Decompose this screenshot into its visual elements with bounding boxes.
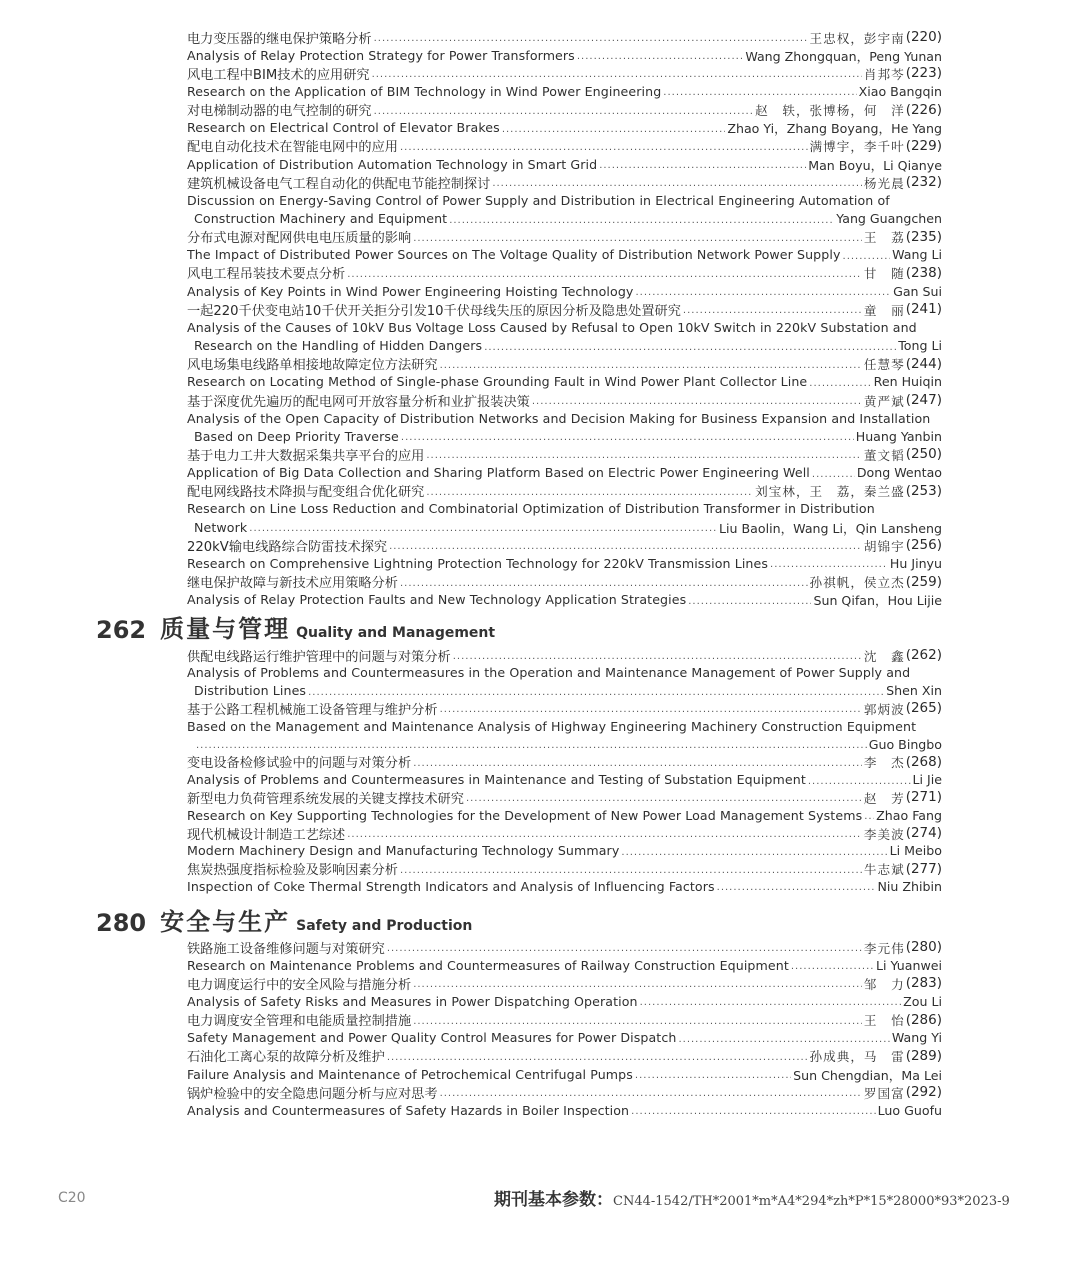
- entry-title-en: Distribution Lines: [194, 683, 307, 699]
- entry-authors-zh: 孙祺帆，侯立杰: [809, 575, 905, 590]
- dot-leader: [717, 877, 876, 895]
- entry-title-en: Analysis and Countermeasures of Safety Hazards in Boiler Inspection: [187, 1102, 630, 1118]
- section-number: 262: [96, 616, 147, 644]
- entry-title-en: Construction Machinery and Equipment: [194, 211, 448, 226]
- dot-leader: [347, 264, 862, 282]
- entry-title-en: Research on Line Loss Reduction and Combinatorial Optimization of Distribution Transformer in Distribution: [187, 501, 875, 517]
- entry-authors-en: Wang Yi: [891, 1030, 942, 1046]
- toc-entry-en: [187, 246, 942, 264]
- entry-authors-en: Wang Li: [892, 247, 942, 263]
- entry-title-zh: 铁路施工设备维修问题与对策研究: [187, 941, 385, 956]
- toc-entry-en: [194, 337, 942, 355]
- entry-title-en: Analysis of Safety Risks and Measures in Power Dispatching Operation: [187, 993, 638, 1009]
- toc-entry-zh: [187, 173, 942, 191]
- entry-title-zh: 继电保护故障与新技术应用策略分析: [187, 576, 398, 591]
- toc-entry-en: [187, 1065, 942, 1083]
- entry-authors-en: Li Jie: [912, 772, 942, 788]
- dot-leader: [440, 699, 862, 717]
- entry-authors-en: Gan Sui: [893, 283, 942, 299]
- dot-leader: [843, 246, 891, 264]
- entry-authors-en: Ren Huiqin: [873, 374, 942, 390]
- toc-entry-en: [194, 427, 942, 445]
- entry-authors-zh: 牛志斌: [863, 862, 905, 878]
- entry-page-number: (247): [905, 392, 942, 408]
- entry-title-zh: 分布式电源对配网供电电压质量的影响: [187, 231, 412, 246]
- toc-entry-zh: [187, 391, 942, 409]
- entry-title-en: Research on the Application of BIM Technology in Wind Power Engineering: [187, 83, 662, 99]
- dot-leader: [663, 82, 856, 100]
- entry-title-zh: 变电设备检修试验中的问题与对策分析: [187, 756, 412, 771]
- entry-title-en: Research on Locating Method of Single-phase Grounding Fault in Wind Power Plant Collector Line: [187, 374, 808, 390]
- dot-leader: [347, 824, 862, 842]
- entry-authors-en: Tong Li: [898, 338, 942, 354]
- entry-title-zh: 配电网线路技术降损与配变组合优化研究: [187, 485, 425, 500]
- entry-title-zh: 基于电力工井大数据采集共享平台的应用: [187, 448, 425, 464]
- toc-entry-en: [187, 500, 942, 518]
- entry-title-zh: 风电工程中BIM技术的应用研究: [187, 67, 370, 83]
- toc-entry-zh: [187, 573, 942, 591]
- dot-leader: [413, 753, 862, 771]
- entry-page-number: (262): [905, 647, 942, 663]
- entry-authors-zh: 赵 芳: [863, 790, 905, 806]
- entry-page-number: (253): [905, 482, 942, 499]
- dot-leader: [640, 992, 902, 1010]
- entry-title-zh: 电力变压器的继电保护策略分析: [187, 31, 372, 46]
- toc-entry-en: [187, 717, 942, 735]
- entry-page-number: (283): [905, 975, 942, 992]
- entry-title-en: Research on Electrical Control of Elevator Brakes: [187, 120, 500, 136]
- toc-entry-en: [187, 664, 942, 682]
- toc-entry-en: [194, 210, 942, 228]
- entry-title-en: Based on Deep Priority Traverse: [194, 428, 399, 444]
- toc-entry-zh: [187, 860, 942, 878]
- entry-authors-zh: 沈 鑫: [863, 648, 905, 664]
- dot-leader: [532, 391, 862, 409]
- entry-authors-en: Li Yuanwei: [876, 957, 942, 973]
- section-number: 280: [96, 909, 147, 937]
- toc-entry-zh: [187, 824, 942, 842]
- dot-leader: [635, 282, 891, 300]
- dot-leader: [389, 536, 862, 554]
- dot-leader: [812, 464, 855, 482]
- dot-leader: [635, 1065, 791, 1083]
- toc-entry-en: [187, 119, 942, 137]
- entry-authors-zh: 肖邦芩: [863, 66, 905, 82]
- dot-leader: [599, 155, 806, 173]
- dot-leader: [688, 591, 811, 609]
- entry-authors-en: Li Meibo: [889, 843, 942, 859]
- toc-entry-zh: [187, 699, 942, 717]
- entry-page-number: (250): [905, 446, 942, 463]
- entry-title-zh: 风电工程吊装技术要点分析: [187, 267, 346, 282]
- entry-page-number: (238): [905, 264, 942, 281]
- entry-page-number: (259): [905, 573, 942, 590]
- entry-authors-zh: 孙成典，马 雷: [809, 1049, 905, 1065]
- toc-entry-zh: [187, 64, 942, 82]
- entry-authors-zh: 任慧琴: [863, 357, 905, 373]
- dot-leader: [453, 646, 862, 664]
- entry-page-number: (256): [905, 537, 942, 554]
- entry-authors-zh: 甘 随: [863, 266, 905, 282]
- entry-page-number: (277): [905, 860, 942, 877]
- entry-authors-zh: 郭炳波: [863, 701, 905, 717]
- dot-leader: [440, 1083, 862, 1101]
- dot-leader: [372, 64, 862, 82]
- dot-leader: [809, 373, 871, 391]
- toc-entry-en: [194, 518, 942, 536]
- dot-leader: [631, 1101, 875, 1119]
- entry-title-zh: 风电场集电线路单相接地故障定位方法研究: [187, 358, 438, 373]
- entry-title-en: Inspection of Coke Thermal Strength Indicators and Analysis of Influencing Factors: [187, 878, 715, 894]
- dot-leader: [387, 938, 862, 956]
- section-title-zh: 质量与管理: [160, 615, 291, 643]
- entry-authors-zh: 罗国富: [863, 1085, 905, 1101]
- dot-leader: [413, 1011, 862, 1029]
- dot-leader: [621, 842, 887, 860]
- toc-entry-zh: [187, 264, 942, 282]
- entry-page-number: (235): [905, 228, 942, 245]
- entry-authors-zh: 童 丽: [863, 302, 905, 318]
- dot-leader: [374, 28, 808, 46]
- entry-title-en: Analysis of Relay Protection Strategy for Power Transformers: [187, 47, 575, 63]
- entry-page-number: (229): [905, 137, 942, 154]
- dot-leader: [400, 137, 808, 155]
- entry-authors-en: Sun Qifan，Hou Lijie: [813, 593, 942, 609]
- entry-title-en: Modern Machinery Design and Manufacturing Technology Summary: [187, 843, 620, 859]
- toc-entry-zh: [187, 300, 942, 318]
- entry-title-zh: 基于深度优先遍历的配电网可开放容量分析和业扩报装决策: [187, 394, 530, 409]
- entry-authors-zh: 李元伟: [863, 940, 905, 956]
- entry-page-number: (220): [905, 29, 942, 45]
- dot-leader: [678, 1029, 889, 1047]
- toc-entry-zh: [187, 788, 942, 806]
- entry-authors-en: Huang Yanbin: [855, 428, 942, 444]
- entry-title-zh: 建筑机械设备电气工程自动化的供配电节能控制探讨: [187, 176, 491, 192]
- entry-authors-en: Hu Jinyu: [889, 555, 942, 571]
- section-title-zh: 安全与生产: [160, 908, 291, 936]
- entry-title-zh: 现代机械设计制造工艺综述: [187, 827, 346, 842]
- entry-authors-en: Liu Baolin，Wang Li，Qin Lansheng: [719, 520, 942, 536]
- entry-authors-en: Niu Zhibin: [877, 878, 942, 894]
- entry-title-en: Application of Big Data Collection and Sharing Platform Based on Electric Power Engineering Well: [187, 465, 810, 481]
- entry-authors-en: Zhao Fang: [876, 807, 942, 823]
- dot-leader: [577, 46, 743, 64]
- entry-page-number: (268): [905, 753, 942, 770]
- section-header-quality: [96, 610, 495, 644]
- toc-entry-en: [187, 806, 942, 824]
- entry-authors-en: Shen Xin: [886, 683, 942, 699]
- entry-authors-zh: 邹 力: [863, 976, 905, 992]
- entry-page-number: (274): [905, 825, 942, 841]
- entry-authors-en: Man Boyu，Li Qianye: [808, 157, 942, 173]
- entry-title-en: Discussion on Energy-Saving Control of Power Supply and Distribution in Electrical Engineering Automation of: [187, 192, 890, 208]
- toc-entry-en: [187, 1029, 942, 1047]
- entry-title-en: Analysis of Problems and Countermeasures in the Operation and Maintenance Management of Power Supply and: [187, 665, 911, 681]
- entry-page-number: (223): [905, 65, 942, 82]
- toc-entry-zh: [187, 28, 942, 46]
- entry-authors-zh: 满博宇，李千叶: [809, 139, 905, 155]
- journal-parameters-value: CN44-1542/TH*2001*m*A4*294*zh*P*15*28000*93*2023-9: [613, 1194, 1010, 1209]
- entry-title-en: Based on the Management and Maintenance Analysis of Highway Engineering Machinery Construction Equipment: [187, 718, 917, 734]
- toc-entry-en: [187, 591, 942, 609]
- toc-entry-zh: [187, 1011, 942, 1029]
- entry-title-zh: 电力调度安全管理和电能质量控制措施: [187, 1014, 412, 1029]
- dot-leader: [426, 482, 753, 500]
- entry-title-en: Network: [194, 519, 248, 535]
- entry-title-zh: 石油化工离心泵的故障分析及维护: [187, 1050, 385, 1065]
- toc-entry-zh: [187, 101, 942, 119]
- toc-entry-en: [187, 554, 942, 572]
- entry-title-en: Analysis of Problems and Countermeasures in Maintenance and Testing of Substation Equipment: [187, 772, 806, 788]
- toc-entry-en: [194, 735, 942, 753]
- entry-authors-en: Yang Guangchen: [836, 211, 942, 226]
- entry-authors-zh: 黄严斌: [863, 393, 905, 409]
- toc-entry-zh: [187, 355, 942, 373]
- toc-entry-en: [187, 191, 942, 209]
- entry-title-zh: 电力调度运行中的安全风险与措施分析: [187, 977, 412, 993]
- toc-entry-en: [187, 155, 942, 173]
- entry-title-en: Analysis of the Causes of 10kV Bus Voltage Loss Caused by Refusal to Open 10kV Switch in 220kV Substation and: [187, 319, 917, 335]
- toc-entry-en: [187, 282, 942, 300]
- toc-entry-zh: [187, 445, 942, 463]
- entry-title-en: The Impact of Distributed Power Sources on The Voltage Quality of Distribution Network Power Supply: [187, 247, 841, 263]
- entry-authors-en: Wang Zhongquan，Peng Yunan: [745, 48, 942, 64]
- toc-entry-en: [187, 842, 942, 860]
- entry-title-en: Research on the Handling of Hidden Dangers: [194, 338, 483, 354]
- toc-entry-zh: [187, 1047, 942, 1065]
- toc-entry-en: [187, 956, 942, 974]
- entry-authors-zh: 王 荔: [863, 230, 905, 246]
- dot-leader: [484, 337, 896, 355]
- entry-title-zh: 220kV输电线路综合防雷技术探究: [187, 539, 388, 555]
- dot-leader: [400, 860, 862, 878]
- dot-leader: [770, 554, 888, 572]
- entry-authors-zh: 李 杰: [863, 755, 905, 771]
- entry-title-zh: 焦炭热强度指标检验及影响因素分析: [187, 863, 398, 878]
- entry-page-number: (280): [905, 939, 942, 955]
- toc-entry-zh: [187, 1083, 942, 1101]
- entry-page-number: (286): [905, 1011, 942, 1028]
- dot-leader: [466, 788, 862, 806]
- entry-title-zh: 一起220千伏变电站10千伏开关拒分引发10千伏母线失压的原因分析及隐患处置研究: [187, 303, 681, 319]
- journal-parameters: [494, 1185, 1010, 1210]
- entry-title-zh: 新型电力负荷管理系统发展的关键支撑技术研究: [187, 791, 464, 807]
- entry-page-number: (265): [905, 700, 942, 717]
- entry-authors-zh: 杨光晨: [863, 175, 905, 191]
- dot-leader: [196, 735, 867, 753]
- entry-authors-zh: 王忠权，彭宇南: [809, 30, 905, 46]
- dot-leader: [449, 210, 834, 228]
- toc-entry-zh: [187, 974, 942, 992]
- entry-page-number: (244): [905, 355, 942, 372]
- entry-authors-zh: 王 怡: [863, 1013, 905, 1029]
- entry-title-en: Analysis of Key Points in Wind Power Engineering Hoisting Technology: [187, 283, 634, 299]
- toc-entry-en: [187, 318, 942, 336]
- section-title-en: Safety and Production: [296, 918, 473, 934]
- toc-entry-en: [187, 46, 942, 64]
- entry-authors-zh: 赵 轶，张博杨，何 洋: [755, 103, 905, 119]
- dot-leader: [683, 300, 862, 318]
- entry-page-number: (271): [905, 789, 942, 806]
- entry-title-en: Research on Key Supporting Technologies for the Development of New Power Load Management Systems: [187, 807, 863, 823]
- page-number: C20: [58, 1190, 86, 1206]
- entry-authors-en: Luo Guofu: [877, 1102, 942, 1118]
- toc-entry-zh: [187, 137, 942, 155]
- entry-authors-zh: 胡锦宇: [863, 538, 905, 554]
- toc-entry-en: [187, 877, 942, 895]
- dot-leader: [440, 355, 862, 373]
- dot-leader: [791, 956, 874, 974]
- entry-title-en: Research on Maintenance Problems and Countermeasures of Railway Construction Equipment: [187, 957, 789, 973]
- toc-entry-zh: [187, 228, 942, 246]
- entry-authors-en: Zhao Yi，Zhang Boyang，He Yang: [727, 121, 942, 137]
- journal-parameters-label: 期刊基本参数：: [494, 1190, 613, 1210]
- toc-entry-zh: [187, 646, 942, 664]
- dot-leader: [400, 573, 808, 591]
- toc-entry-zh: [187, 753, 942, 771]
- entry-page-number: (289): [905, 1047, 942, 1064]
- entry-title-zh: 基于公路工程机械施工设备管理与维护分析: [187, 702, 438, 718]
- entry-title-zh: 对电梯制动器的电气控制的研究: [187, 104, 372, 119]
- toc-entry-en: [187, 373, 942, 391]
- entry-authors-zh: 李美波: [863, 826, 905, 842]
- entry-authors-en: Zou Li: [903, 993, 942, 1009]
- dot-leader: [413, 228, 862, 246]
- toc-entry-en: [187, 992, 942, 1010]
- dot-leader: [308, 682, 884, 700]
- dot-leader: [808, 771, 911, 789]
- entry-title-zh: 配电自动化技术在智能电网中的应用: [187, 140, 398, 155]
- dot-leader: [502, 119, 726, 137]
- dot-leader: [492, 173, 862, 191]
- entry-title-en: Research on Comprehensive Lightning Protection Technology for 220kV Transmission Lines: [187, 555, 769, 571]
- dot-leader: [249, 518, 717, 536]
- toc-entry-en: [187, 464, 942, 482]
- entry-page-number: (226): [905, 101, 942, 118]
- toc-entry-zh: [187, 536, 942, 554]
- entry-title-en: Application of Distribution Automation Technology in Smart Grid: [187, 156, 598, 172]
- dot-leader: [426, 445, 862, 463]
- entry-authors-en: Xiao Bangqin: [858, 83, 942, 99]
- toc-entry-en: [187, 771, 942, 789]
- entry-authors-zh: 刘宝林，王 荔，秦兰盛: [755, 484, 905, 500]
- dot-leader: [374, 101, 754, 119]
- entry-page-number: (292): [905, 1084, 942, 1101]
- entry-title-zh: 供配电线路运行维护管理中的问题与对策分析: [187, 649, 451, 664]
- toc-entry-en: [187, 82, 942, 100]
- toc-entry-zh: [187, 938, 942, 956]
- toc-entry-zh: [187, 482, 942, 500]
- entry-authors-en: Dong Wentao: [856, 465, 942, 481]
- dot-leader: [401, 427, 854, 445]
- toc-entry-en: [194, 682, 942, 700]
- dot-leader: [864, 806, 874, 824]
- entry-title-en: Analysis of Relay Protection Faults and New Technology Application Strategies: [187, 592, 687, 608]
- entry-title-zh: 锅炉检验中的安全隐患问题分析与应对思考: [187, 1086, 438, 1102]
- dot-leader: [387, 1047, 808, 1065]
- toc-entry-en: [187, 409, 942, 427]
- toc-entry-en: [187, 1101, 942, 1119]
- entry-authors-en: Sun Chengdian，Ma Lei: [793, 1067, 942, 1083]
- entry-authors-zh: 董文韬: [863, 447, 905, 463]
- entry-authors-en: Guo Bingbo: [868, 736, 942, 752]
- entry-title-en: Failure Analysis and Maintenance of Petrochemical Centrifugal Pumps: [187, 1066, 633, 1082]
- entry-page-number: (241): [905, 301, 942, 318]
- section-header-safety: [96, 903, 472, 937]
- dot-leader: [413, 974, 862, 992]
- section-title-en: Quality and Management: [296, 625, 496, 641]
- entry-title-en: Safety Management and Power Quality Control Measures for Power Dispatch: [187, 1030, 677, 1046]
- entry-page-number: (232): [905, 174, 942, 191]
- entry-title-en: Analysis of the Open Capacity of Distribution Networks and Decision Making for Business Expansion and Installation: [187, 410, 931, 426]
